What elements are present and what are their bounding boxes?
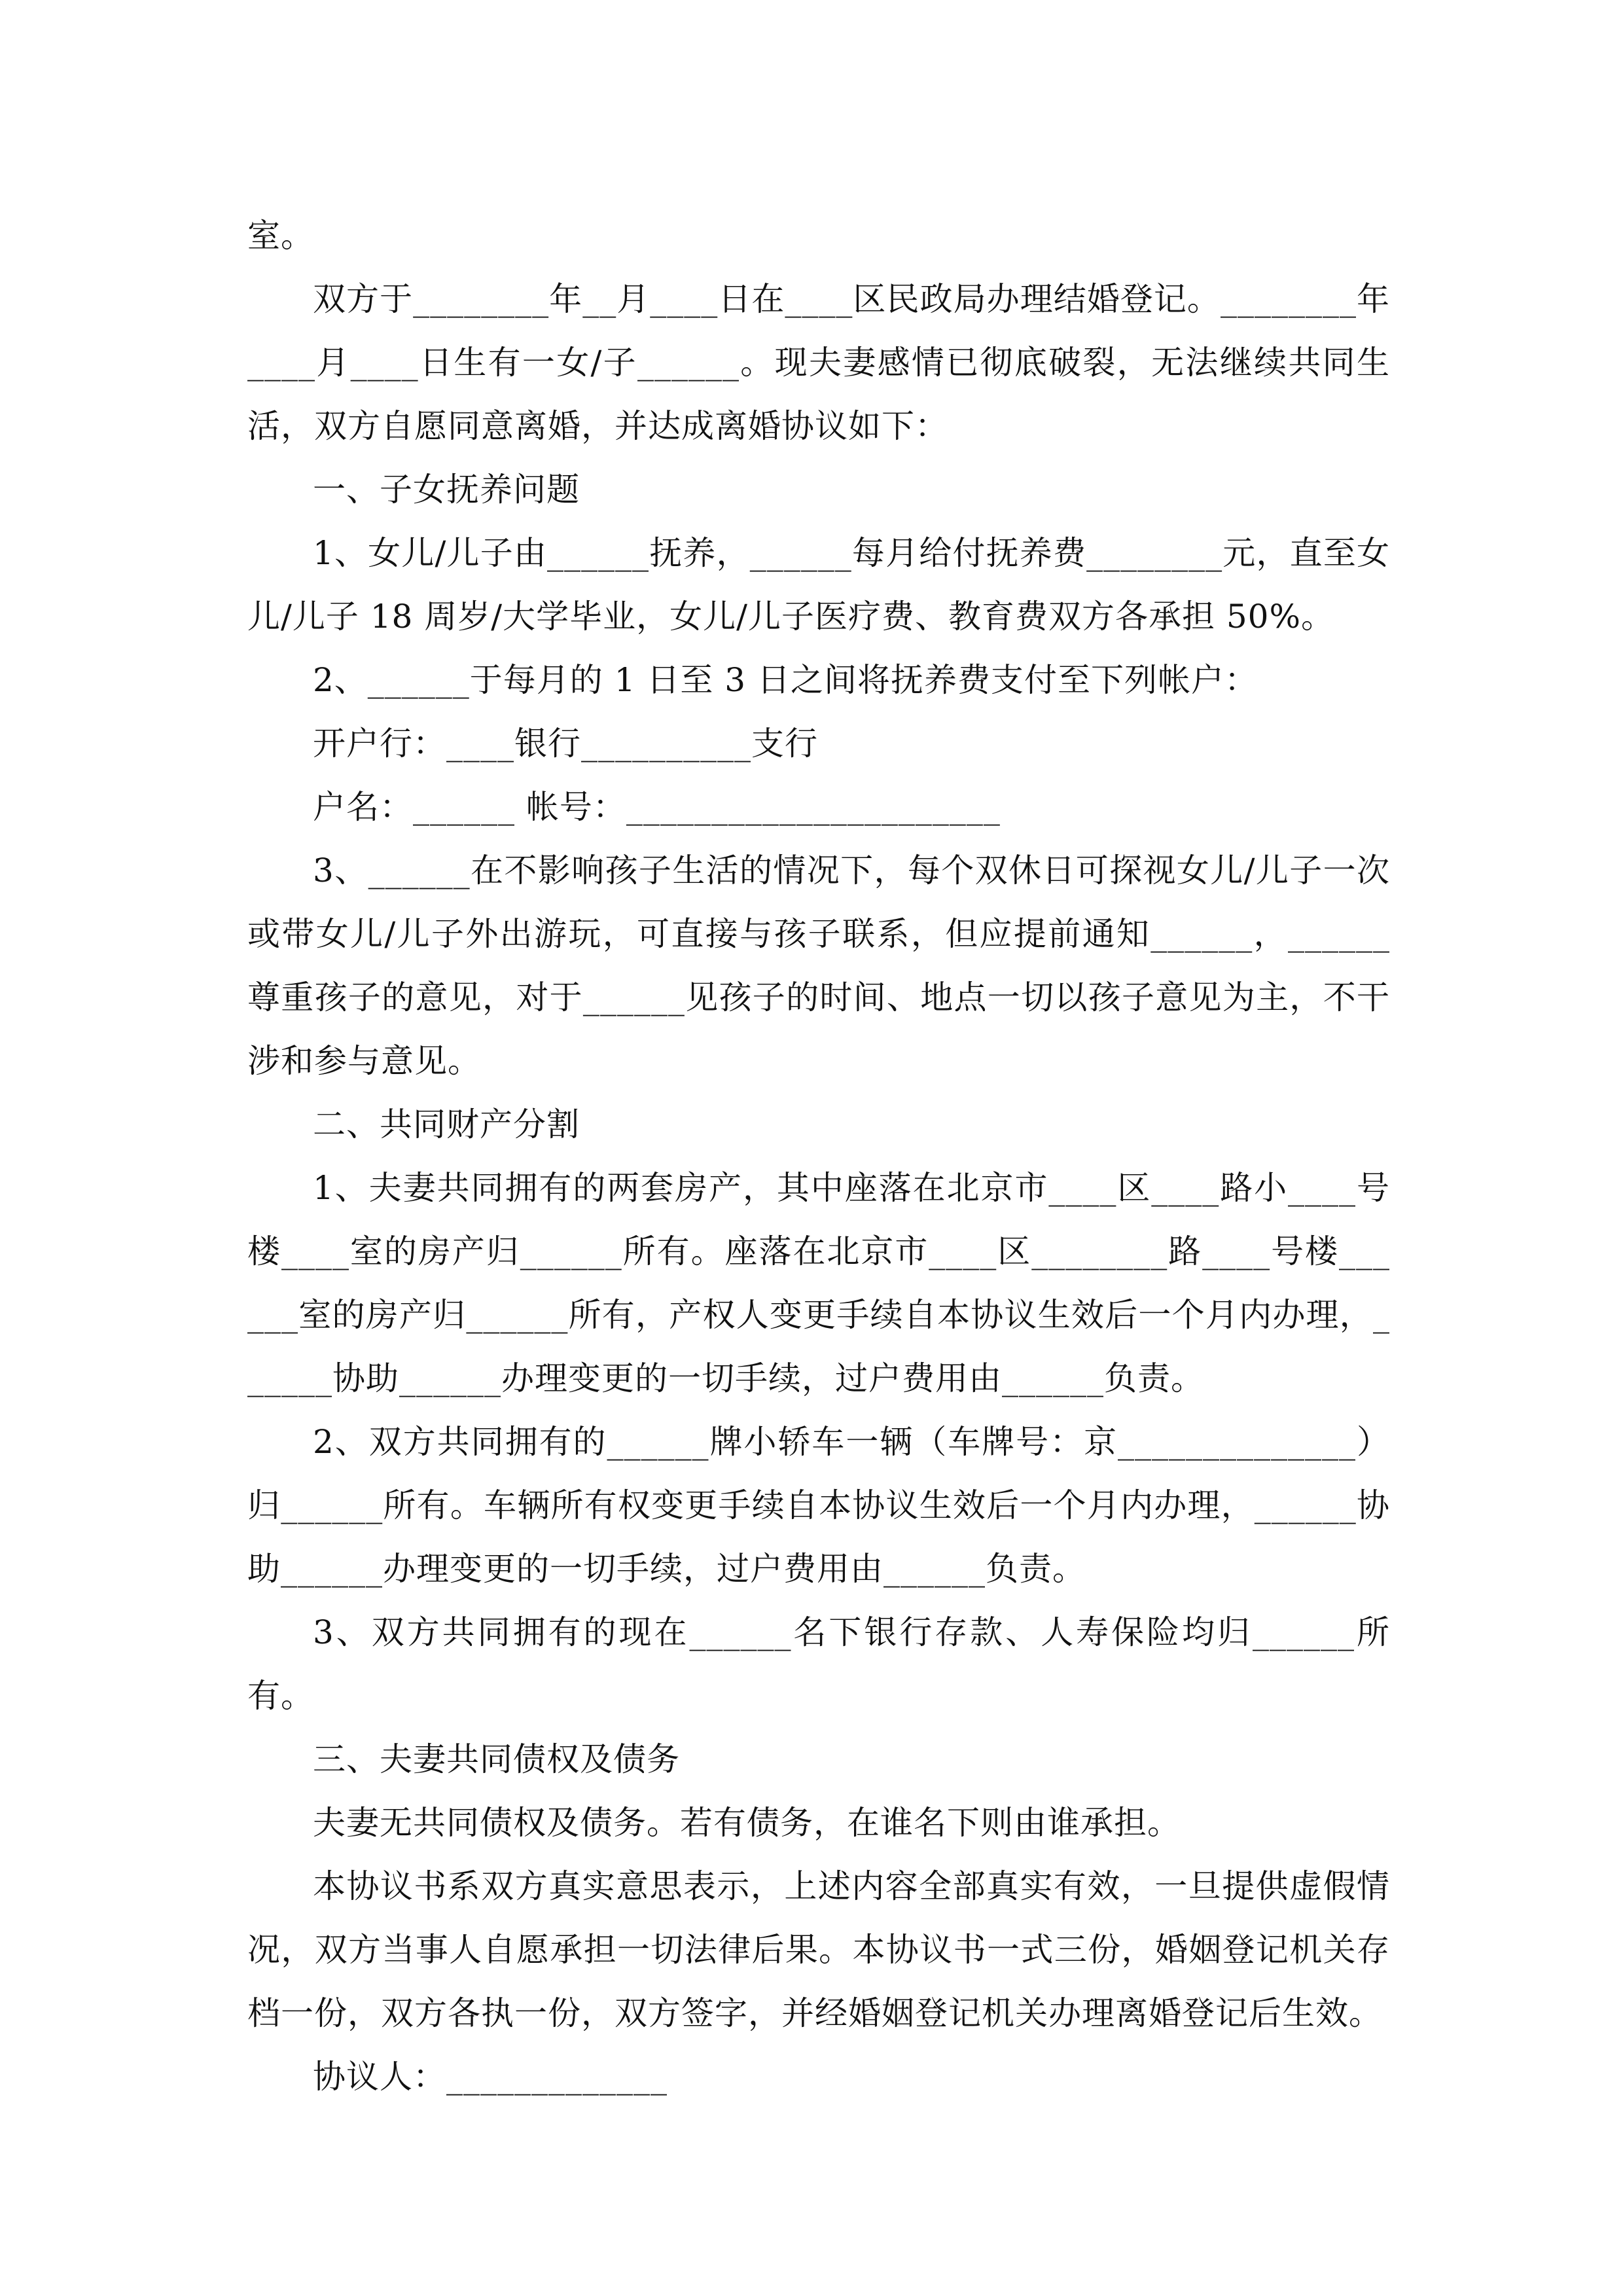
clause-visitation: 3、______在不影响孩子生活的情况下，每个双休日可探视女儿/儿子一次或带女儿/儿子外出游玩，可直接与孩子联系，但应提前通知______，______尊重孩子的意见，对于______见孩子的时间、地点一切以孩子意见为主，不干涉和参与意见。 [247, 852, 1390, 1080]
section-heading-debts: 三、夫妻共同债权及债务 [313, 1740, 680, 1778]
clause-vehicle: 2、双方共同拥有的______牌小轿车一辆（车牌号：京______________）归______所有。车辆所有权变更手续自本协议生效后一个月内办理，______协助______办理变更的一切手续，过户费用由______负责。 [247, 1423, 1390, 1588]
document-page [247, 204, 1390, 2109]
paragraph-marriage-registration: 双方于________年__月____日在____区民政局办理结婚登记。________年____月____日生有一女/子______。现夫妻感情已彻底破裂，无法继续共同生活，双方自愿同意离婚，并达成离婚协议如下： [247, 280, 1390, 445]
clause-child-support: 1、女儿/儿子由______抚养，______每月给付抚养费________元，直至女儿/儿子 18 周岁/大学毕业，女儿/儿子医疗费、教育费双方各承担 50%。 [247, 534, 1391, 636]
clause-debts: 夫妻无共同债权及债务。若有债务，在谁名下则由谁承担。 [313, 1804, 1181, 1842]
section-heading-child-custody: 一、子女抚养问题 [313, 471, 580, 509]
clause-effectiveness: 本协议书系双方真实意思表示，上述内容全部真实有效，一旦提供虚假情况，双方当事人自愿承担一切法律后果。本协议书一式三份，婚姻登记机关存档一份，双方各执一份，双方签字，并经婚姻登记机关办理离婚登记后生效。 [247, 1867, 1390, 2032]
section-heading-property-division: 二、共同财产分割 [313, 1105, 580, 1143]
clause-real-estate: 1、夫妻共同拥有的两套房产，其中座落在北京市____区____路小____号楼____室的房产归______所有。座落在北京市____区________路____号楼______室的房产归______所有，产权人变更手续自本协议生效后一个月内办理，______协助______办理变更的一切手续，过户费用由______负责。 [247, 1169, 1390, 1397]
field-account-name-number: 户名：______ 帐号：______________________ [313, 788, 1001, 826]
signature-line: 协议人：_____________ [313, 2058, 668, 2096]
clause-savings-insurance: 3、双方共同拥有的现在______名下银行存款、人寿保险均归______所有。 [247, 1613, 1390, 1715]
field-bank-branch: 开户行：____银行__________支行 [313, 725, 818, 762]
paragraph-continuation: 室。 [247, 217, 314, 255]
clause-payment-schedule: 2、______于每月的 1 日至 3 日之间将抚养费支付至下列帐户： [313, 661, 1258, 699]
